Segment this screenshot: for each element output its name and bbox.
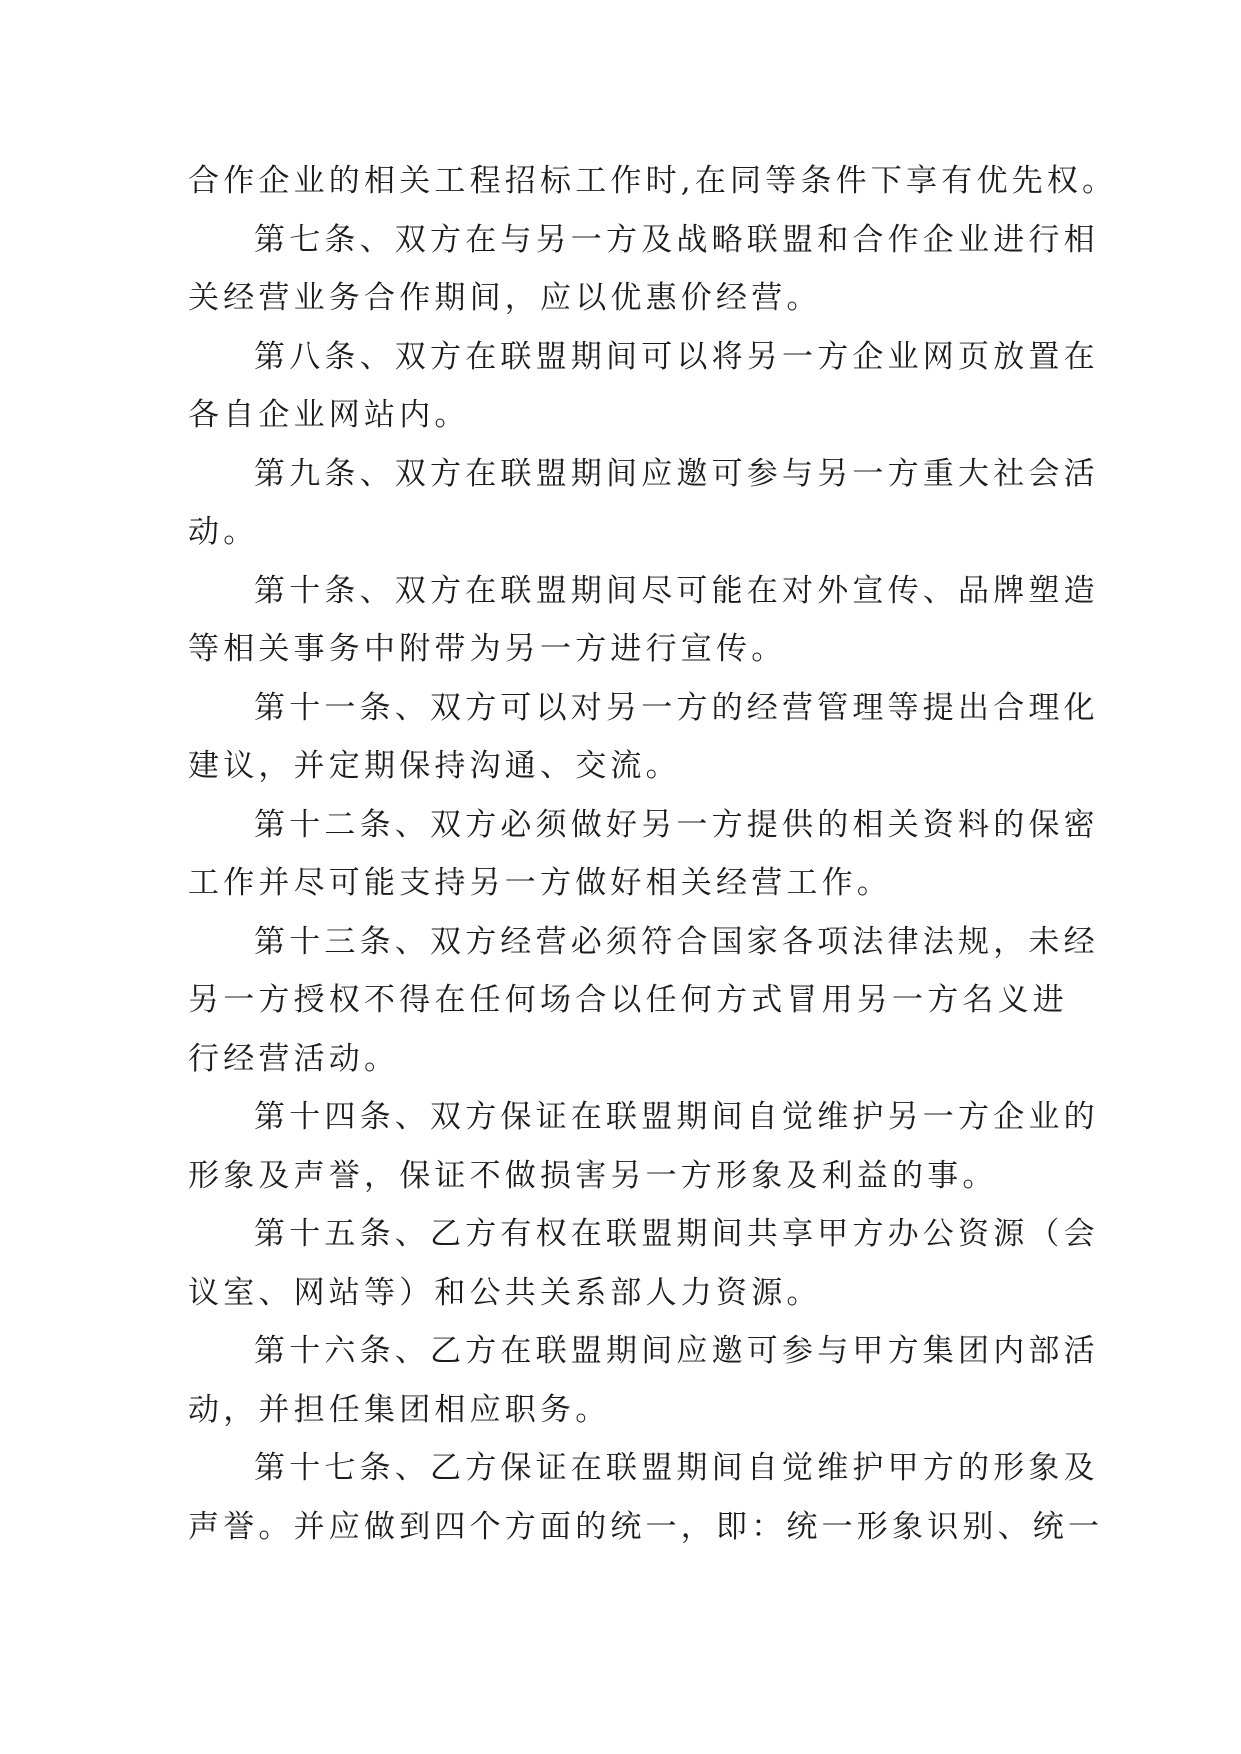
text-line: 合作企业的相关工程招标工作时,在同等条件下享有优先权。 — [188, 163, 1118, 199]
text-line: 关经营业务合作期间，应以优惠价经营。 — [188, 280, 822, 316]
text-line: 第八条、双方在联盟期间可以将另一方企业网页放置在 — [254, 338, 1099, 375]
text-line: 第七条、双方在与另一方及战略联盟和合作企业进行相 — [254, 221, 1099, 258]
text-line: 第十四条、双方保证在联盟期间自觉维护另一方企业的 — [254, 1099, 1099, 1135]
text-line: 第十条、双方在联盟期间尽可能在对外宣传、品牌塑造 — [254, 572, 1099, 609]
text-line: 另一方授权不得在任何场合以任何方式冒用另一方名义进 — [188, 982, 1068, 1018]
text-line: 第十三条、双方经营必须符合国家各项法律法规，未经 — [254, 923, 1099, 960]
document-body — [188, 152, 1118, 1556]
text-line: 第十一条、双方可以对另一方的经营管理等提出合理化 — [254, 689, 1099, 726]
text-line: 声誉。并应做到四个方面的统一，即：统一形象识别、统一 — [188, 1508, 1104, 1545]
text-line: 第九条、双方在联盟期间应邀可参与另一方重大社会活 — [254, 455, 1099, 492]
text-line: 建议，并定期保持沟通、交流。 — [188, 748, 681, 784]
text-line: 第十七条、乙方保证在联盟期间自觉维护甲方的形象及 — [254, 1450, 1099, 1486]
text-line: 第十二条、双方必须做好另一方提供的相关资料的保密 — [254, 806, 1099, 843]
text-line: 工作并尽可能支持另一方做好相关经营工作。 — [188, 865, 892, 901]
text-line: 动。 — [188, 514, 259, 550]
text-line: 议室、网站等）和公共关系部人力资源。 — [188, 1274, 822, 1311]
text-line: 各自企业网站内。 — [188, 397, 470, 433]
text-line: 等相关事务中附带为另一方进行宣传。 — [188, 631, 787, 667]
text-line: 第十六条、乙方在联盟期间应邀可参与甲方集团内部活 — [254, 1333, 1099, 1369]
text-line: 动，并担任集团相应职务。 — [188, 1391, 611, 1428]
text-line: 形象及声誉，保证不做损害另一方形象及利益的事。 — [188, 1157, 998, 1194]
text-line: 行经营活动。 — [188, 1040, 400, 1077]
text-line: 第十五条、乙方有权在联盟期间共享甲方办公资源（会 — [254, 1216, 1099, 1252]
